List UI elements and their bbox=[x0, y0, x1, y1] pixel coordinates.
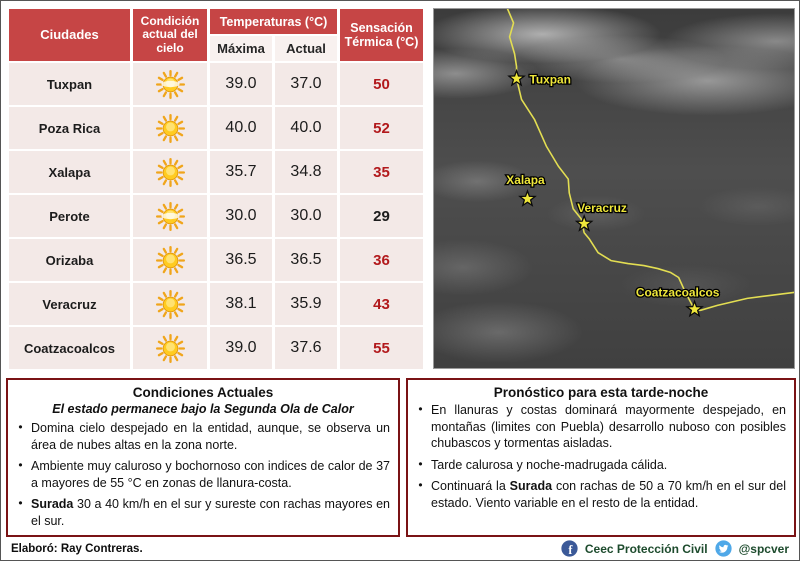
max-temp-value: 36.5 bbox=[210, 239, 272, 281]
twitter-handle[interactable]: @spcver bbox=[738, 541, 789, 556]
forecast-title: Pronóstico para esta tarde-noche bbox=[493, 385, 709, 400]
map-marker-coatzacoalcos bbox=[636, 285, 720, 315]
map-marker-xalapa bbox=[506, 173, 545, 205]
heat-index-value: 36 bbox=[340, 239, 423, 281]
facebook-icon[interactable] bbox=[561, 540, 578, 557]
star-icon bbox=[687, 301, 702, 315]
max-temp-value: 35.7 bbox=[210, 151, 272, 193]
bullet-text: Domina cielo despejado en la entidad, aunque, se observa un área de nubes altas en la zona norte. bbox=[31, 421, 390, 452]
max-temp-value: 40.0 bbox=[210, 107, 272, 149]
heat-index-value: 50 bbox=[340, 63, 423, 105]
sun-haze-icon bbox=[133, 195, 207, 237]
bullet-item bbox=[16, 420, 390, 453]
heat-index-value: 52 bbox=[340, 107, 423, 149]
bullet-dot: • bbox=[418, 456, 423, 471]
social-links bbox=[561, 540, 789, 557]
bullet-dot: • bbox=[18, 420, 23, 434]
actual-temp-value: 34.8 bbox=[275, 151, 337, 193]
bullet-dot: • bbox=[418, 402, 423, 416]
map-city-label: Tuxpan bbox=[529, 72, 571, 87]
header-sensacion: Sensación Térmica (°C) bbox=[340, 9, 423, 61]
actual-temp-value: 35.9 bbox=[275, 283, 337, 325]
heat-index-value: 29 bbox=[340, 195, 423, 237]
current-conditions-bullets bbox=[16, 420, 390, 529]
author-credit: Elaboró: Ray Contreras. bbox=[11, 543, 143, 555]
header-ciudades: Ciudades bbox=[9, 9, 130, 61]
map-city-label: Coatzacoalcos bbox=[635, 285, 720, 300]
map-city-label: Veracruz bbox=[577, 200, 627, 215]
star-icon bbox=[577, 216, 592, 230]
heat-index-value: 35 bbox=[340, 151, 423, 193]
star-icon bbox=[509, 71, 524, 85]
bullet-item bbox=[416, 478, 786, 511]
star-icon bbox=[520, 191, 535, 205]
bullet-item bbox=[416, 457, 786, 474]
current-conditions-box bbox=[6, 378, 400, 537]
city-name: Perote bbox=[9, 195, 130, 237]
map-overlay bbox=[434, 9, 794, 368]
bullet-text: Continuará la Surada con rachas de 50 a 70 km/h en el sur del estado. Viento variable en el resto de la entidad. bbox=[431, 479, 786, 510]
map-city-label: Xalapa bbox=[506, 173, 545, 188]
max-temp-value: 39.0 bbox=[210, 327, 272, 369]
bullet-dot: • bbox=[418, 478, 423, 492]
city-name: Coatzacoalcos bbox=[9, 327, 130, 369]
sun-haze-icon bbox=[133, 63, 207, 105]
max-temp-value: 38.1 bbox=[210, 283, 272, 325]
svg-text:f: f bbox=[568, 542, 573, 557]
heat-index-value: 43 bbox=[340, 283, 423, 325]
sun-icon bbox=[133, 283, 207, 325]
bullet-text: Surada 30 a 40 km/h en el sur y sureste con rachas mayores en el sur. bbox=[31, 497, 390, 528]
bullet-text: Tarde calurosa y noche-madrugada cálida. bbox=[431, 457, 668, 472]
bullet-text: Ambiente muy caluroso y bochornoso con indices de calor de 37 a mayores de 55 °C en zonas de llanura-costa. bbox=[31, 459, 390, 490]
sun-icon bbox=[133, 107, 207, 149]
max-temp-value: 39.0 bbox=[210, 63, 272, 105]
forecast-box bbox=[406, 378, 796, 537]
bullet-item bbox=[16, 496, 390, 529]
city-name: Poza Rica bbox=[9, 107, 130, 149]
actual-temp-value: 30.0 bbox=[275, 195, 337, 237]
bullet-text: En llanuras y costas dominará mayormente despejado, en montañas (limites con Puebla) desarrollo nuboso con posibles chubascos y tormentas aisladas. bbox=[431, 403, 786, 450]
forecast-bullets bbox=[416, 402, 786, 511]
actual-temp-value: 40.0 bbox=[275, 107, 337, 149]
map-marker-veracruz bbox=[577, 201, 627, 230]
current-conditions-title: Condiciones Actuales bbox=[132, 385, 274, 400]
weather-table bbox=[9, 9, 423, 369]
bullet-item bbox=[416, 402, 786, 452]
bullet-dot: • bbox=[18, 458, 23, 472]
city-name: Xalapa bbox=[9, 151, 130, 193]
city-name: Tuxpan bbox=[9, 63, 130, 105]
bullet-dot: • bbox=[18, 496, 23, 510]
heat-index-value: 55 bbox=[340, 327, 423, 369]
heat-wave-subtitle: El estado permanece bajo la Segunda Ola de Calor bbox=[52, 402, 354, 416]
header-maxima: Máxima bbox=[210, 36, 272, 61]
actual-temp-value: 37.6 bbox=[275, 327, 337, 369]
header-condicion: Condición actual del cielo bbox=[133, 9, 207, 61]
city-name: Veracruz bbox=[9, 283, 130, 325]
actual-temp-value: 36.5 bbox=[275, 239, 337, 281]
sun-icon bbox=[133, 239, 207, 281]
actual-temp-value: 37.0 bbox=[275, 63, 337, 105]
max-temp-value: 30.0 bbox=[210, 195, 272, 237]
city-name: Orizaba bbox=[9, 239, 130, 281]
header-temperaturas: Temperaturas (°C) bbox=[210, 9, 337, 34]
bullet-item bbox=[16, 458, 390, 491]
facebook-page-name[interactable]: Ceec Protección Civil bbox=[584, 541, 708, 556]
satellite-map bbox=[433, 8, 795, 369]
state-boundary-line bbox=[508, 9, 794, 310]
twitter-icon[interactable] bbox=[715, 540, 732, 557]
sun-icon bbox=[133, 327, 207, 369]
header-actual: Actual bbox=[275, 36, 337, 61]
sun-icon bbox=[133, 151, 207, 193]
